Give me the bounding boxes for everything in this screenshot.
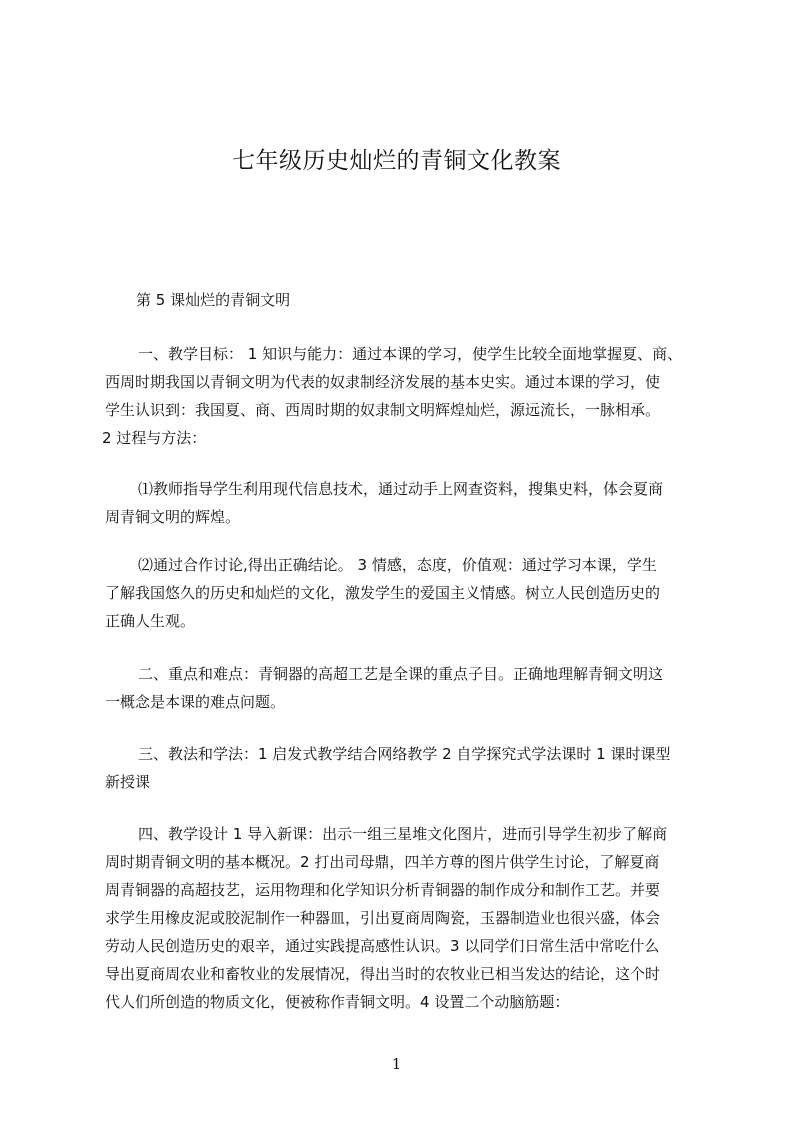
text-line: 代人们所创造的物质文化，便被称作青铜文明。4 设置二个动脑筋题： — [105, 993, 570, 1011]
text-line: ⑵通过合作讨论,得出正确结论。 3 情感，态度，价值观：通过学习本课，学生 — [138, 556, 657, 574]
text-line: ⑴教师指导学生利用现代信息技术，通过动手上网查资料，搜集史料，体会夏商 — [138, 480, 664, 498]
paragraph-method-2 — [105, 551, 700, 635]
text-line: 劳动人民创造历史的艰辛，通过实践提高感性认识。3 以同学们日常生活中常吃什么 — [105, 937, 660, 955]
text-line: 了解我国悠久的历史和灿烂的文化，激发学生的爱国主义情感。树立人民创造历史的 — [105, 584, 661, 602]
paragraph-method-1 — [105, 475, 700, 531]
text-line: 正确人生观。 — [105, 612, 196, 630]
text-line: 西周时期我国以青铜文明为代表的奴隶制经济发展的基本史实。通过本课的学习，使 — [105, 373, 661, 391]
lesson-heading: 第 5 课灿烂的青铜文明 — [136, 291, 291, 309]
text-line: 周时期青铜文明的基本概况。2 打出司母鼎，四羊方尊的图片供学生讨论，了解夏商 — [105, 853, 660, 871]
text-line: 周青铜文明的辉煌。 — [105, 508, 241, 526]
text-line: 四、教学设计 1 导入新课：出示一组三星堆文化图片，进而引导学生初步了解商 — [138, 825, 668, 843]
text-line: 2 过程与方法： — [102, 429, 207, 447]
text-line: 学生认识到：我国夏、商、西周时期的奴隶制文明辉煌灿烂，源远流长，一脉相承。 — [105, 401, 661, 419]
paragraph-objectives — [102, 340, 700, 452]
text-line: 一概念是本课的难点问题。 — [105, 693, 286, 711]
paragraph-key-points — [105, 660, 700, 716]
paragraph-teaching-design — [105, 820, 700, 1016]
text-line: 导出夏商周农业和畜牧业的发展情况，得出当时的农牧业已相当发达的结论，这个时 — [105, 965, 661, 983]
text-line: 二、重点和难点：青铜器的高超工艺是全课的重点子目。正确地理解青铜文明这 — [138, 665, 664, 683]
text-line: 三、教法和学法：1 启发式教学结合网络教学 2 自学探究式学法课时 1 课时课型 — [138, 745, 671, 763]
text-line: 新授课 — [105, 773, 151, 791]
text-line: 一、教学目标： 1 知识与能力：通过本课的学习，使学生比较全面地掌握夏、商、 — [138, 345, 683, 363]
paragraph-teaching-methods — [105, 740, 700, 796]
text-line: 求学生用橡皮泥或胶泥制作一种器皿，引出夏商周陶瓷，玉器制造业也很兴盛，体会 — [105, 909, 661, 927]
page-number: 1 — [391, 1055, 402, 1073]
page-title: 七年级历史灿烂的青铜文化教案 — [232, 148, 561, 174]
text-line: 周青铜器的高超技艺，运用物理和化学知识分析青铜器的制作成分和制作工艺。并要 — [105, 881, 661, 899]
